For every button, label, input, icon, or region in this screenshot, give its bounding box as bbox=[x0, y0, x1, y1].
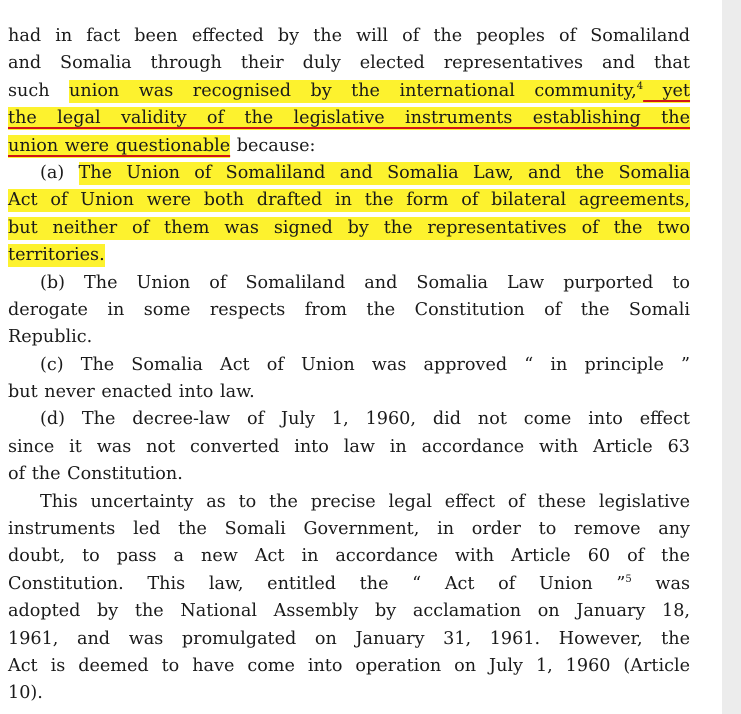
text-line: (b) The Union of Somaliland and Somalia Law purported to bbox=[40, 272, 690, 293]
text-line: (a) The Union of Somaliland and Somalia Law, and the Somalia bbox=[40, 162, 691, 183]
text-line: 1961, and was promulgated on January 31, 1961. However, the bbox=[8, 628, 690, 649]
underlined-text: yet bbox=[643, 80, 691, 101]
highlighted-underlined-text: the legal validity of the legislative instruments establishing the bbox=[8, 108, 690, 129]
text-line: This uncertainty as to the precise legal effect of these legislative bbox=[40, 491, 690, 512]
text-line: of the Constitution. bbox=[8, 464, 183, 485]
text-line: adopted by the National Assembly by acclamation on January 18, bbox=[8, 601, 690, 622]
footnote-ref: 5 bbox=[625, 573, 632, 585]
text-line: Act is deemed to have come into operation on July 1, 1960 (Article bbox=[8, 655, 690, 676]
highlighted-text: The Union of Somaliland and Somalia Law, and the Somalia bbox=[78, 162, 691, 183]
text-line: 10). bbox=[8, 683, 43, 704]
text-line: (d) The decree-law of July 1, 1960, did not come into effect bbox=[40, 409, 690, 430]
text-line: had in fact been effected by the will of the peoples of Somaliland bbox=[8, 26, 690, 46]
highlighted-text: union was recognised by the international community,$^4$ yet bbox=[69, 80, 691, 101]
text-line: doubt, to pass a new Act in accordance with Article 60 of the bbox=[8, 546, 690, 567]
text-line: Republic. bbox=[8, 327, 93, 348]
footnote-ref: 4 bbox=[636, 80, 644, 92]
text-line bbox=[8, 105, 690, 132]
text-line: since it was not converted into law in accordance with Article 63 bbox=[8, 436, 690, 457]
text-line bbox=[8, 187, 690, 214]
text-line: (c) The Somalia Act of Union was approved “ in principle ” bbox=[40, 354, 690, 375]
text-line: Constitution. This law, entitled the “ Act of Union ”$^5$ was bbox=[8, 573, 690, 594]
text-line: instruments led the Somali Government, in order to remove any bbox=[8, 519, 690, 540]
highlighted-text: Act of Union were both drafted in the form of bilateral agreements, bbox=[8, 190, 690, 211]
scrollbar[interactable] bbox=[722, 0, 741, 714]
text-line bbox=[8, 215, 690, 242]
document-text bbox=[8, 23, 690, 708]
highlighted-underlined-text: union were questionable bbox=[8, 135, 231, 156]
highlighted-text: but neither of them was signed by the representatives of the two bbox=[8, 217, 690, 238]
text-line bbox=[8, 242, 690, 269]
text-line: derogate in some respects from the Constitution of the Somali bbox=[8, 299, 690, 320]
text-line: and Somalia through their duly elected representatives and that bbox=[8, 53, 690, 74]
text-line: such union was recognised by the international community,$^4$ yet bbox=[8, 80, 691, 101]
text-line: but never enacted into law. bbox=[8, 382, 255, 403]
text-line: union were questionable because: bbox=[8, 135, 316, 156]
highlighted-text: territories. bbox=[8, 245, 105, 266]
